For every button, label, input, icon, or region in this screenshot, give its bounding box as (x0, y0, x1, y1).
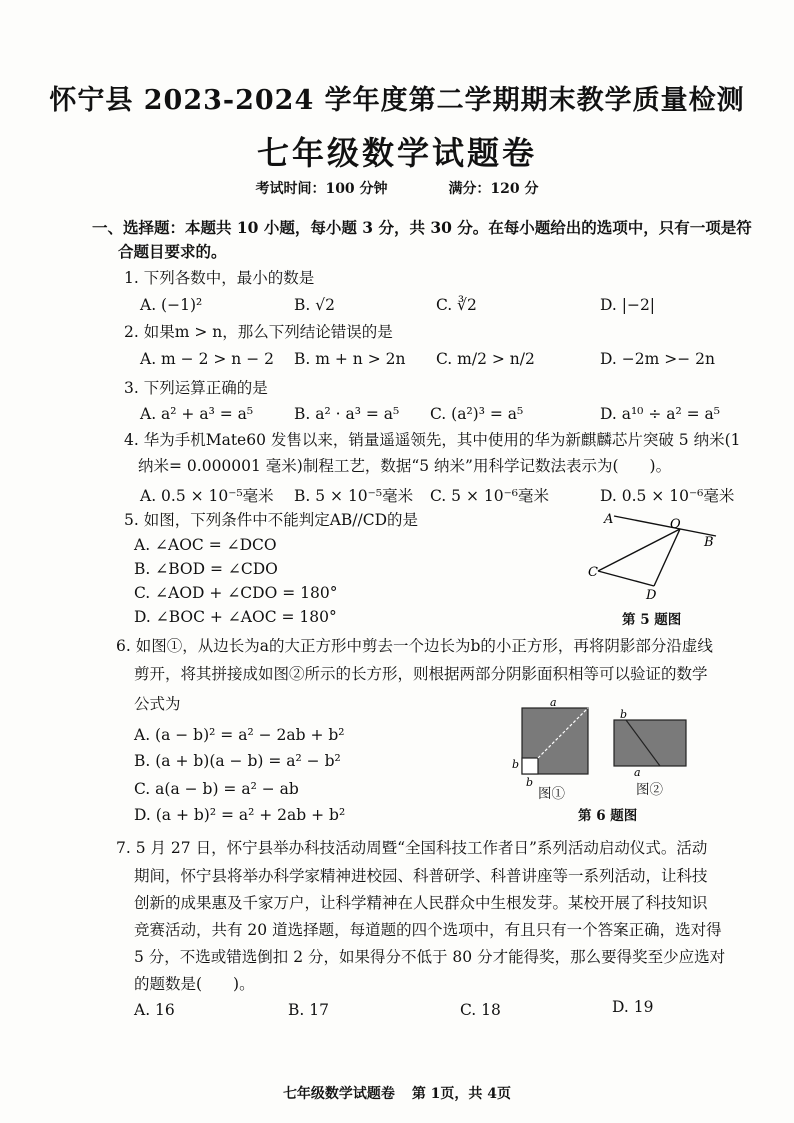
q6-fig2-caption: 图② (636, 782, 663, 798)
q5-point-a: A (604, 512, 614, 527)
q6-option-b: B. (a + b)(a − b) = a² − b² (134, 752, 341, 770)
section-heading-cont: 合题目要求的。 (118, 242, 227, 261)
q4-stem: 4. 华为手机Mate60 发售以来，销量遥遥领先，其中使用的华为新麒麟芯片突破 5 纳米(1 (124, 431, 741, 449)
q4-option-b: B. 5 × 10⁻⁵毫米 (294, 487, 414, 505)
q6-label-b1: b (512, 758, 520, 771)
q7-option-c: C. 18 (460, 1001, 501, 1019)
q2-option-d: D. −2m >− 2n (600, 350, 715, 368)
page-footer (0, 1083, 794, 1103)
exam-subtitle: 七年级数学试题卷 (256, 134, 537, 172)
exam-time: 考试时间：100 分钟 (255, 181, 388, 197)
q6-stem-cont: 剪开，将其拼接成如图②所示的长方形，则根据两部分阴影面积相等可以验证的数学 (134, 665, 708, 683)
q6-figure-caption: 第 6 题图 (578, 808, 638, 824)
section-heading: 一、选择题：本题共 10 小题，每小题 3 分，共 30 分。在每小题给出的选项中，只有一项是符 (92, 218, 752, 237)
q5-option-c: C. ∠AOD + ∠CDO = 180° (134, 584, 338, 602)
q7-option-b: B. 17 (288, 1001, 329, 1019)
q3-option-b: B. a² · a³ = a⁵ (294, 405, 400, 423)
q6-label-a2: a (634, 766, 641, 779)
q6-option-d: D. (a + b)² = a² + 2ab + b² (134, 806, 346, 824)
q2-option-c: C. m/2 > n/2 (436, 350, 535, 368)
q4-stem-cont: 纳米= 0.000001 毫米)制程工艺，数据“5 纳米”用科学记数法表示为( )。 (138, 457, 672, 475)
q5-figure (590, 506, 730, 606)
q2-option-b: B. m + n > 2n (294, 350, 406, 368)
q5-point-c: C (588, 565, 598, 580)
q7-stem: 7. 5 月 27 日，怀宁县举办科技活动周暨“全国科技工作者日”系列活动启动仪式。活动 (116, 839, 708, 857)
q7-stem-line6: 的题数是( )。 (134, 975, 255, 993)
q5-point-d: D (646, 588, 657, 603)
q3-option-a: A. a² + a³ = a⁵ (140, 405, 254, 423)
q6-option-c: C. a(a − b) = a² − ab (134, 780, 299, 798)
q6-stem-cont2: 公式为 (134, 695, 181, 713)
q1-option-b: B. √2 (294, 296, 335, 314)
q7-stem-line3: 创新的成果惠及千家万户，让科学精神在人民群众中生根发芽。某校开展了科技知识 (134, 894, 708, 912)
q6-fig1-caption: 图① (538, 786, 565, 802)
q1-stem: 1. 下列各数中，最小的数是 (124, 269, 315, 287)
q6-label-b2: b (526, 776, 534, 789)
exam-score: 满分：120 分 (448, 181, 539, 197)
q7-option-d: D. 19 (612, 998, 654, 1016)
q6-label-b3: b (620, 708, 628, 721)
footer-title: 七年级数学试题卷 (282, 1086, 395, 1102)
q2-stem: 2. 如果m > n，那么下列结论错误的是 (124, 323, 393, 341)
q5-stem: 5. 如图，下列条件中不能判定AB//CD的是 (124, 511, 419, 529)
q7-stem-line2: 期间，怀宁县将举办科学家精神进校园、科普研学、科普讲座等一系列活动，让科技 (134, 867, 708, 885)
q1-option-c: C. ∛2 (436, 296, 477, 314)
q7-stem-line5: 5 分，不选或错选倒扣 2 分，如果得分不低于 80 分才能得奖，那么要得奖至少应选对 (134, 948, 726, 966)
q4-option-a: A. 0.5 × 10⁻⁵毫米 (140, 487, 274, 505)
q3-option-d: D. a¹⁰ ÷ a² = a⁵ (600, 405, 720, 423)
q5-figure-caption: 第 5 题图 (622, 612, 682, 628)
q7-stem-line4: 竞赛活动，共有 20 道选择题，每道题的四个选项中，有且只有一个答案正确，选对得 (134, 921, 722, 939)
exam-title: 怀宁县 2023-2024 学年度第二学期期末教学质量检测 (49, 85, 745, 116)
q3-option-c: C. (a²)³ = a⁵ (430, 405, 524, 423)
q6-label-a1: a (550, 696, 557, 709)
q4-option-d: D. 0.5 × 10⁻⁶毫米 (600, 487, 735, 505)
q6-option-a: A. (a − b)² = a² − 2ab + b² (134, 726, 345, 744)
q7-option-a: A. 16 (134, 1001, 175, 1019)
q1-option-a: A. (−1)² (140, 296, 203, 314)
footer-page-number: 第 1页，共 4页 (411, 1086, 512, 1102)
q1-option-d: D. |−2| (600, 296, 656, 314)
q2-option-a: A. m − 2 > n − 2 (140, 350, 274, 368)
q5-option-d: D. ∠BOC + ∠AOC = 180° (134, 608, 337, 626)
q5-option-a: A. ∠AOC = ∠DCO (134, 536, 277, 554)
exam-meta (0, 178, 794, 198)
q4-option-c: C. 5 × 10⁻⁶毫米 (430, 487, 549, 505)
q5-point-o: O (670, 517, 681, 532)
q5-point-b: B (704, 535, 714, 550)
q3-stem: 3. 下列运算正确的是 (124, 379, 268, 397)
q6-stem: 6. 如图①，从边长为a的大正方形中剪去一个边长为b的小正方形，再将阴影部分沿虚线 (116, 637, 713, 655)
q5-option-b: B. ∠BOD = ∠CDO (134, 560, 278, 578)
q6-figure (506, 696, 706, 796)
